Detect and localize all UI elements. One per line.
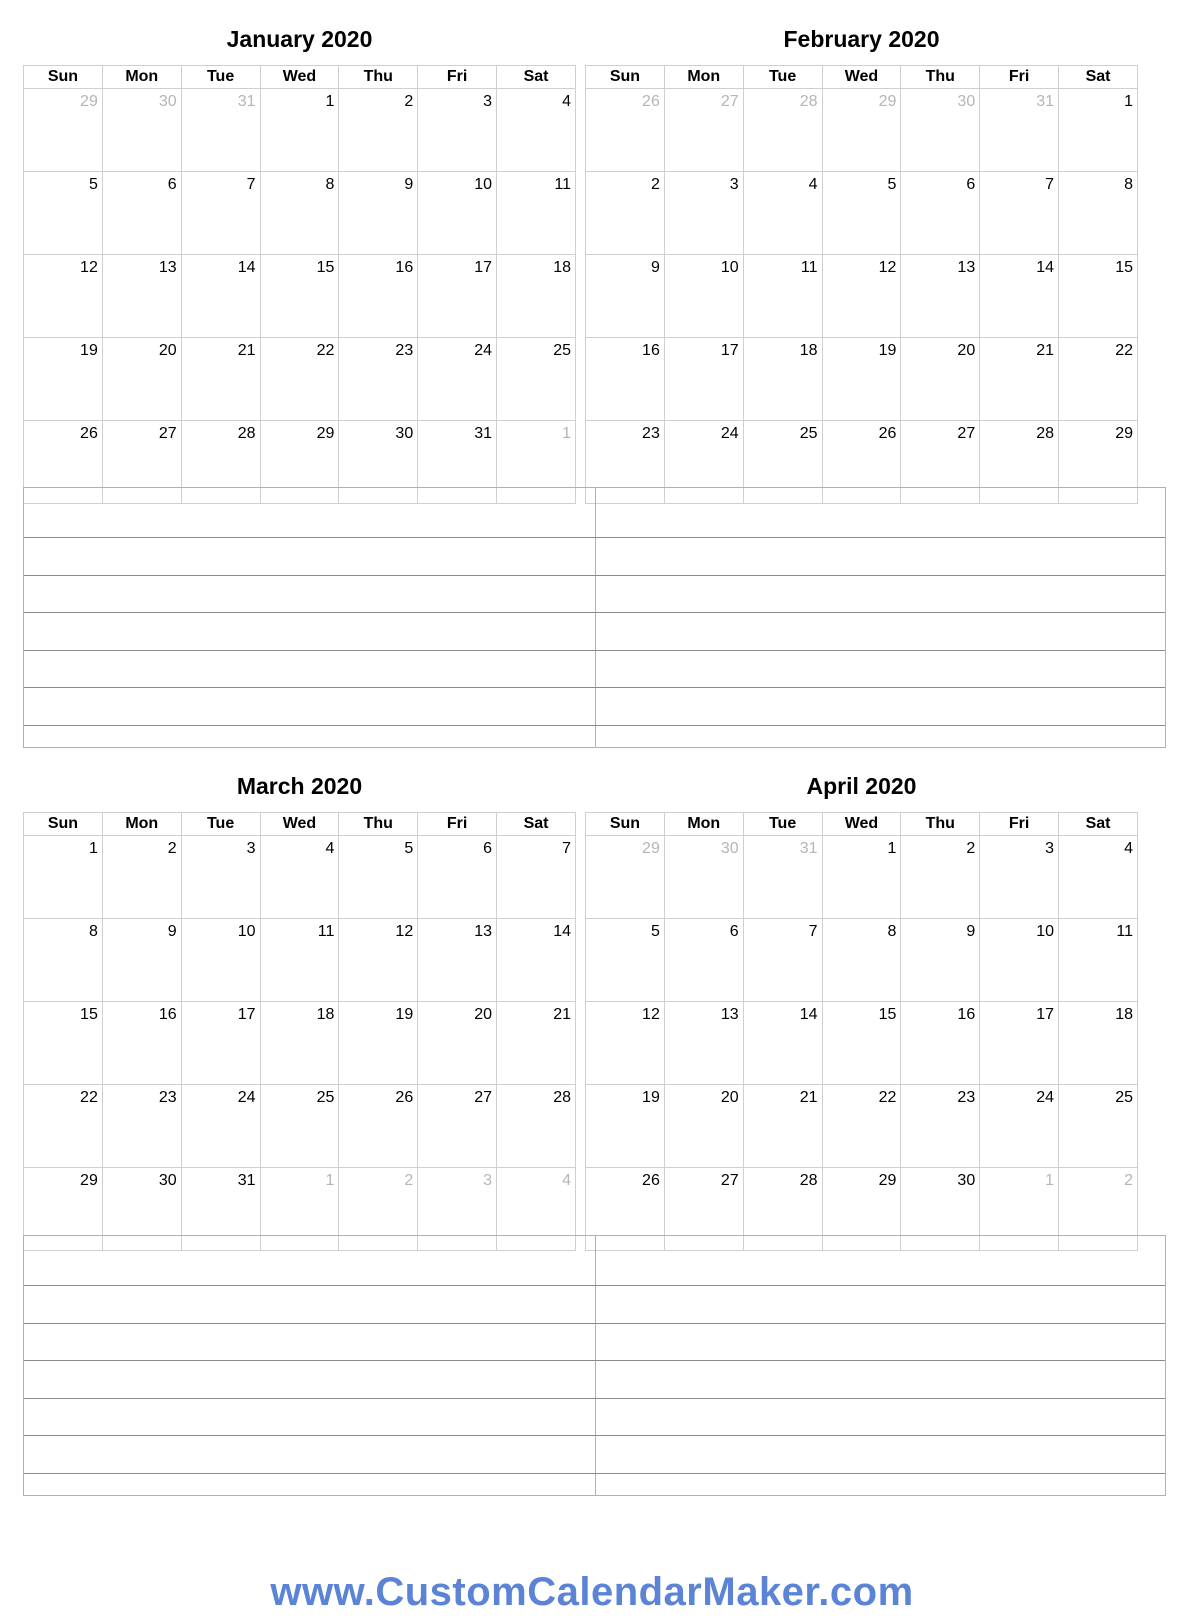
notes-column-right [595,488,1166,747]
day-cell-other-month: 30 [102,89,181,172]
weekday-header-row [24,813,576,836]
weekday-header-row [586,66,1138,89]
day-cell: 30 [339,421,418,504]
day-cell: 26 [586,1168,665,1251]
day-cell-other-month: 29 [24,89,103,172]
day-cell-other-month: 2 [1059,1168,1138,1251]
week-row [586,1085,1138,1168]
day-cell: 3 [418,89,497,172]
note-line [24,575,1165,576]
month-april [585,747,1138,1251]
day-cell: 5 [339,836,418,919]
day-cell-other-month: 26 [586,89,665,172]
day-cell: 30 [901,1168,980,1251]
day-cell: 26 [822,421,901,504]
day-cell: 28 [743,1168,822,1251]
week-row [586,1002,1138,1085]
day-cell: 9 [901,919,980,1002]
day-cell: 7 [497,836,576,919]
calendar-grid [23,812,576,1251]
day-cell: 16 [586,338,665,421]
day-cell: 24 [181,1085,260,1168]
day-cell: 26 [24,421,103,504]
day-cell: 11 [497,172,576,255]
day-cell: 19 [586,1085,665,1168]
day-cell: 1 [822,836,901,919]
day-cell: 12 [339,919,418,1002]
notes-area-1 [23,487,1166,748]
note-line [24,1323,1165,1324]
day-cell: 13 [102,255,181,338]
day-cell: 27 [901,421,980,504]
day-cell-other-month: 1 [497,421,576,504]
notes-column-left [24,488,596,747]
day-cell: 10 [664,255,743,338]
notes-column-left [24,1236,596,1495]
day-cell: 23 [901,1085,980,1168]
day-cell: 20 [664,1085,743,1168]
day-cell: 2 [901,836,980,919]
weekday-header: Fri [980,813,1059,836]
weekday-header: Fri [980,66,1059,89]
day-cell: 5 [24,172,103,255]
week-row [24,338,576,421]
day-cell: 6 [901,172,980,255]
day-cell-other-month: 31 [743,836,822,919]
day-cell: 23 [339,338,418,421]
day-cell: 3 [181,836,260,919]
day-cell: 17 [980,1002,1059,1085]
note-line [24,1473,1165,1474]
day-cell: 21 [743,1085,822,1168]
day-cell-other-month: 31 [181,89,260,172]
day-cell: 9 [339,172,418,255]
weekday-header: Sat [497,66,576,89]
day-cell: 27 [418,1085,497,1168]
day-cell: 18 [260,1002,339,1085]
day-cell: 19 [822,338,901,421]
note-line [24,612,1165,613]
day-cell: 2 [102,836,181,919]
day-cell: 18 [743,338,822,421]
notes-column-right [595,1236,1166,1495]
day-cell: 12 [822,255,901,338]
day-cell: 4 [743,172,822,255]
note-line [24,537,1165,538]
month-january [23,0,576,504]
day-cell: 1 [1059,89,1138,172]
day-cell: 16 [339,255,418,338]
day-cell: 11 [743,255,822,338]
weekday-header: Thu [901,66,980,89]
day-cell: 21 [980,338,1059,421]
weekday-header-row [24,66,576,89]
weekday-header: Sat [497,813,576,836]
weekday-header: Mon [102,66,181,89]
day-cell: 18 [1059,1002,1138,1085]
weekday-header: Mon [664,813,743,836]
week-row [586,89,1138,172]
weekday-header: Mon [664,66,743,89]
day-cell: 25 [1059,1085,1138,1168]
day-cell: 22 [822,1085,901,1168]
week-row [24,172,576,255]
day-cell-other-month: 28 [743,89,822,172]
notes-area-2 [23,1235,1166,1496]
day-cell-other-month: 3 [418,1168,497,1251]
day-cell-other-month: 30 [664,836,743,919]
weekday-header: Sun [24,66,103,89]
day-cell: 6 [102,172,181,255]
day-cell: 28 [980,421,1059,504]
day-cell: 4 [260,836,339,919]
week-row [24,836,576,919]
week-row [24,255,576,338]
day-cell: 13 [418,919,497,1002]
day-cell: 25 [743,421,822,504]
day-cell: 22 [24,1085,103,1168]
day-cell: 10 [418,172,497,255]
day-cell: 2 [586,172,665,255]
day-cell: 13 [901,255,980,338]
day-cell-other-month: 29 [586,836,665,919]
day-cell: 20 [102,338,181,421]
day-cell: 16 [901,1002,980,1085]
note-line [24,1360,1165,1361]
weekday-header: Thu [339,66,418,89]
day-cell: 5 [822,172,901,255]
day-cell-other-month: 27 [664,89,743,172]
day-cell: 25 [260,1085,339,1168]
note-line [24,1285,1165,1286]
week-row [586,255,1138,338]
weekday-header: Sat [1059,813,1138,836]
day-cell: 14 [497,919,576,1002]
day-cell: 25 [497,338,576,421]
note-line [24,650,1165,651]
week-row [24,1002,576,1085]
day-cell: 15 [822,1002,901,1085]
day-cell: 1 [24,836,103,919]
day-cell: 14 [181,255,260,338]
day-cell: 17 [418,255,497,338]
day-cell: 17 [664,338,743,421]
day-cell: 28 [497,1085,576,1168]
day-cell: 15 [260,255,339,338]
day-cell: 2 [339,89,418,172]
day-cell: 9 [102,919,181,1002]
day-cell: 12 [586,1002,665,1085]
week-row [586,836,1138,919]
day-cell: 29 [260,421,339,504]
day-cell: 20 [418,1002,497,1085]
day-cell: 15 [24,1002,103,1085]
day-cell-other-month: 1 [260,1168,339,1251]
month-title: April 2020 [806,773,917,799]
day-cell: 20 [901,338,980,421]
day-cell: 29 [822,1168,901,1251]
day-cell: 6 [664,919,743,1002]
day-cell: 12 [24,255,103,338]
weekday-header: Wed [822,813,901,836]
day-cell: 19 [24,338,103,421]
calendar-grid [585,812,1138,1251]
note-line [24,687,1165,688]
day-cell: 16 [102,1002,181,1085]
day-cell: 27 [664,1168,743,1251]
day-cell: 23 [586,421,665,504]
day-cell: 5 [586,919,665,1002]
day-cell: 26 [339,1085,418,1168]
day-cell: 9 [586,255,665,338]
weekday-header: Fri [418,66,497,89]
weekday-header: Sun [586,813,665,836]
weekday-header: Wed [260,66,339,89]
weekday-header: Tue [181,813,260,836]
day-cell: 4 [497,89,576,172]
day-cell: 24 [418,338,497,421]
day-cell: 7 [743,919,822,1002]
day-cell: 17 [181,1002,260,1085]
day-cell: 8 [1059,172,1138,255]
day-cell: 22 [260,338,339,421]
weekday-header: Wed [260,813,339,836]
day-cell-other-month: 4 [497,1168,576,1251]
day-cell: 13 [664,1002,743,1085]
day-cell: 31 [181,1168,260,1251]
day-cell: 10 [980,919,1059,1002]
day-cell: 14 [980,255,1059,338]
weekday-header: Tue [181,66,260,89]
day-cell: 22 [1059,338,1138,421]
day-cell: 11 [260,919,339,1002]
week-row [586,338,1138,421]
weekday-header: Fri [418,813,497,836]
weekday-header-row [586,813,1138,836]
day-cell: 10 [181,919,260,1002]
week-row [24,919,576,1002]
day-cell: 8 [24,919,103,1002]
day-cell: 11 [1059,919,1138,1002]
day-cell: 7 [980,172,1059,255]
calendar-grid [23,65,576,504]
week-row [586,172,1138,255]
month-title: February 2020 [783,26,940,52]
weekday-header: Mon [102,813,181,836]
day-cell: 7 [181,172,260,255]
day-cell-other-month: 2 [339,1168,418,1251]
week-row [24,1085,576,1168]
week-row [24,89,576,172]
day-cell: 18 [497,255,576,338]
weekday-header: Wed [822,66,901,89]
day-cell-other-month: 30 [901,89,980,172]
day-cell: 8 [822,919,901,1002]
day-cell: 21 [497,1002,576,1085]
weekday-header: Sun [24,813,103,836]
day-cell: 24 [980,1085,1059,1168]
day-cell-other-month: 29 [822,89,901,172]
day-cell: 3 [664,172,743,255]
day-cell: 1 [260,89,339,172]
day-cell: 4 [1059,836,1138,919]
day-cell-other-month: 1 [980,1168,1059,1251]
day-cell: 29 [24,1168,103,1251]
month-march [23,747,576,1251]
note-line [24,725,1165,726]
day-cell-other-month: 31 [980,89,1059,172]
weekday-header: Sat [1059,66,1138,89]
month-february [585,0,1138,504]
day-cell: 3 [980,836,1059,919]
calendar-grid [585,65,1138,504]
month-title: March 2020 [236,773,363,799]
day-cell: 6 [418,836,497,919]
day-cell: 28 [181,421,260,504]
weekday-header: Thu [901,813,980,836]
weekday-header: Tue [743,813,822,836]
weekday-header: Thu [339,813,418,836]
day-cell: 24 [664,421,743,504]
day-cell: 21 [181,338,260,421]
day-cell: 14 [743,1002,822,1085]
day-cell: 31 [418,421,497,504]
weekday-header: Tue [743,66,822,89]
day-cell: 29 [1059,421,1138,504]
note-line [24,1398,1165,1399]
week-row [586,919,1138,1002]
day-cell: 30 [102,1168,181,1251]
weekday-header: Sun [586,66,665,89]
day-cell: 23 [102,1085,181,1168]
day-cell: 19 [339,1002,418,1085]
day-cell: 8 [260,172,339,255]
note-line [24,1435,1165,1436]
day-cell: 15 [1059,255,1138,338]
day-cell: 27 [102,421,181,504]
footer-website-link[interactable]: www.CustomCalendarMaker.com [270,1570,914,1614]
month-title: January 2020 [226,26,373,52]
